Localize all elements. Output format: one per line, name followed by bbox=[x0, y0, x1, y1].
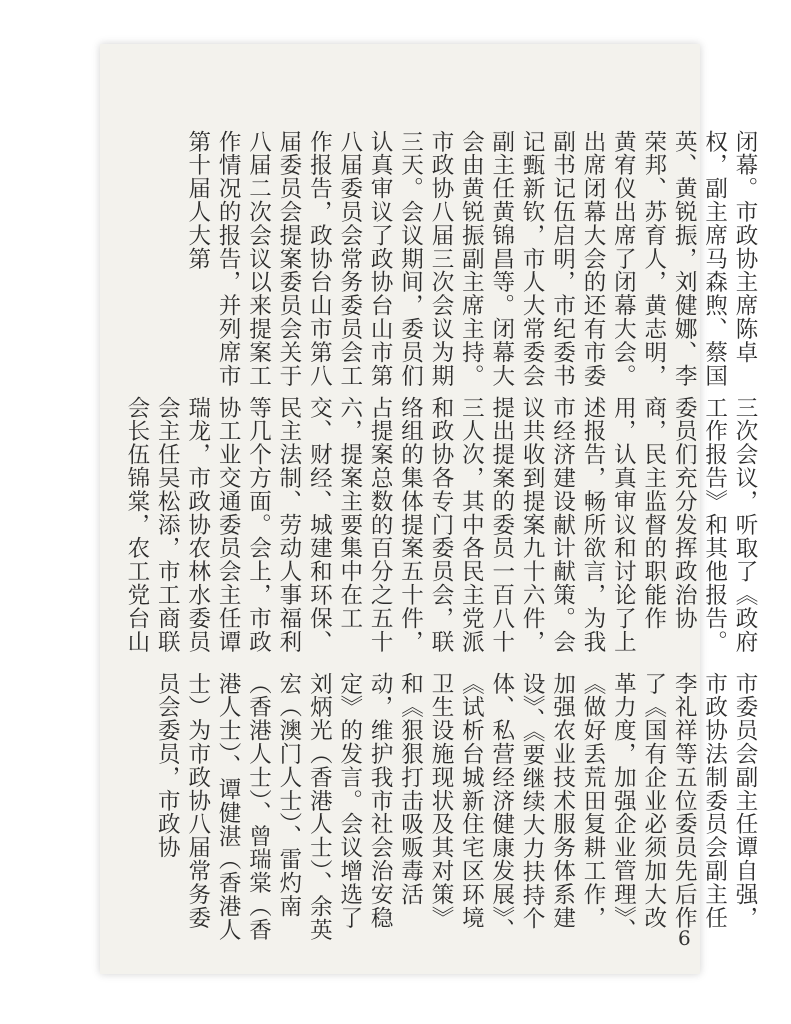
document-page bbox=[100, 44, 758, 974]
text-band-top bbox=[184, 130, 760, 398]
page-number: 6 bbox=[678, 926, 691, 950]
text-band-middle bbox=[123, 396, 760, 668]
band-text: 闭幕。市政协主席陈卓权，副主席马森煦、蔡国英、黄锐振，刘健娜、李荣邦、苏育人，黄志明，黄宥仪出席了闭幕大会。出席闭幕大会的还有市委副书记伍启明，市纪委书记甄新钦，市人大常委会副主任黄锦昌等。闭幕大会由黄锐振副主席主持。市政协八届三次会议为期三天。会议期间，委员们认真审议了政协台山市第八届委员会常务委员会工作报告，政协台山市第八届委员会提案委员会关于八届二次会议以来提案工作情况的报告，并列席市第十届人大第 bbox=[184, 130, 758, 388]
band-text: 三次会议，听取了《政府工作报告》和其他报告。委员们充分发挥政治协商，民主监督的职能作用，认真审议和讨论了上述报告，畅所欲言，为我市经济建设献计献策。会议共收到提案九十六件，提出提案的委员一百八十三人次，其中各民主党派和政协各专门委员会，联络组的集体提案五十件，占提案总数的百分之五十六，提案主要集中在工交、财经、城建和环保、民主法制、劳动人事福利等几个方面。会上，市政协工业交通委员会主任谭瑞龙，市政协农林水委员会主任吴松添，市工商联会长伍锦棠，农工党台山 bbox=[123, 396, 758, 654]
text-band-bottom bbox=[154, 672, 760, 948]
band-text: 市委员会副主任谭自强，市政协法制委员会副主任李礼祥等五位委员先后作了《国有企业必须加大改革力度，加强企业管理》、《做好丢荒田复耕工作，加强农业技术服务体系建设》、《要继续大力扶持个体、私营经济健康发展》、《试析台城新住宅区环境卫生设施现状及其对策》和《狠狠打击吸贩毒活动，维护我市社会治安稳定》的发言。会议增选了刘炳光（香港人士）、余英宏（澳门人士）、雷灼南（香港人士）、曾瑞棠（香港人士）、谭健湛（香港人士）为市政协八届常务委员会委员，市政协 bbox=[154, 672, 758, 942]
